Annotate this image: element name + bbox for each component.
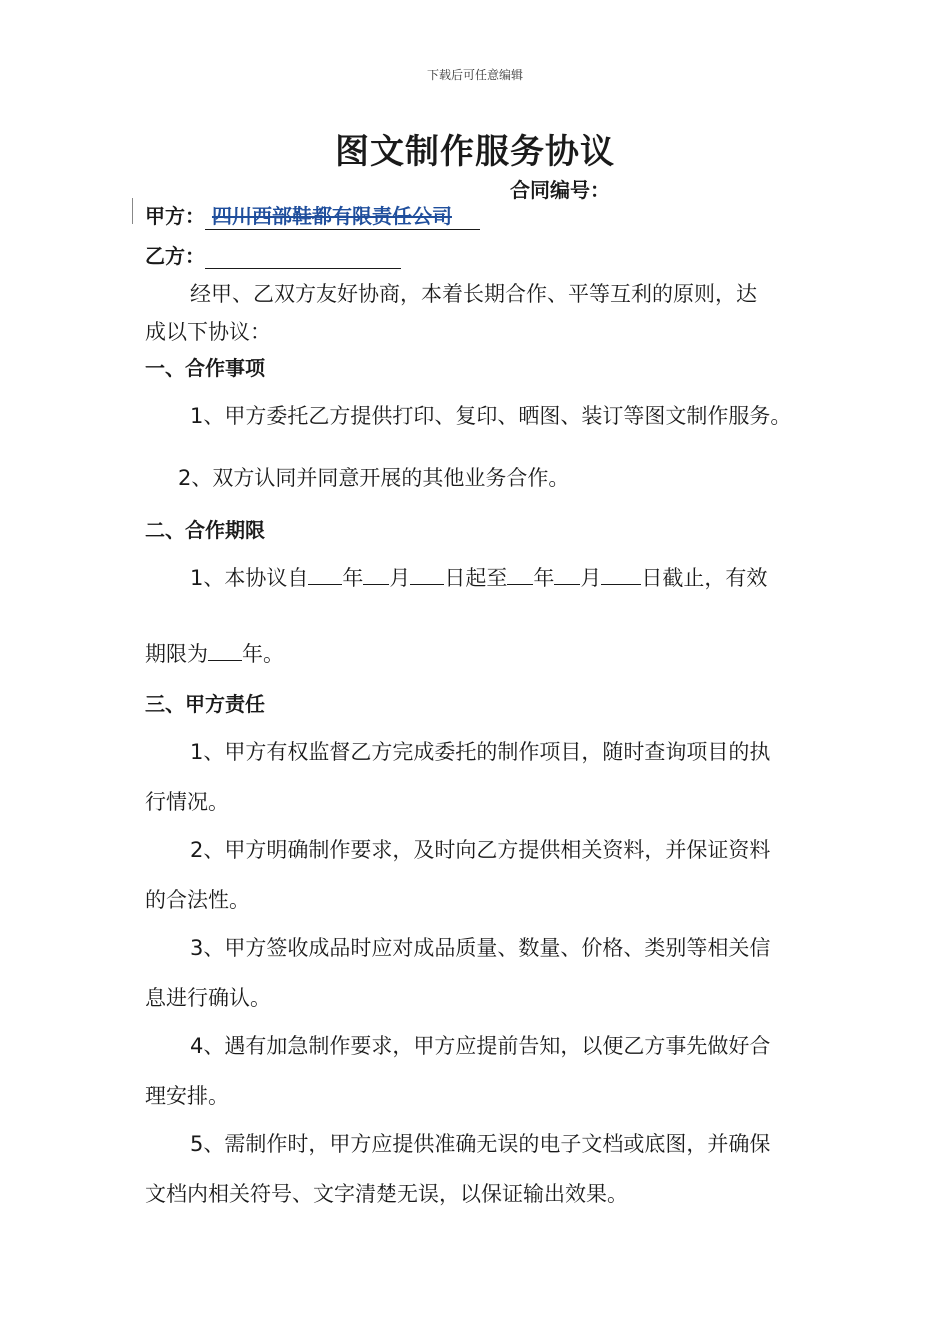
term-prefix: 1、本协议自: [190, 566, 309, 590]
revision-bar: [132, 198, 133, 224]
contract-number-label: 合同编号：: [510, 178, 610, 202]
term-year1: 年: [342, 566, 364, 590]
document-title: 图文制作服务协议: [335, 132, 615, 172]
party-b-blank[interactable]: [205, 246, 401, 269]
party-a-line: [145, 200, 480, 230]
start-day-blank[interactable]: [410, 564, 444, 585]
term-year2: 年: [533, 566, 555, 590]
section3-item1-line2: 行情况。: [145, 790, 229, 814]
section2-item1-line2: [145, 638, 284, 668]
section3-item4-line1: 4、遇有加急制作要求，甲方应提前告知，以便乙方事先做好合: [190, 1034, 771, 1058]
section3-item4-line2: 理安排。: [145, 1084, 229, 1108]
intro-line2: 成以下协议：: [145, 320, 271, 344]
party-a-field[interactable]: [205, 200, 480, 230]
end-month-blank[interactable]: [554, 564, 580, 585]
start-year-blank[interactable]: [308, 564, 342, 585]
section2-heading: 二、合作期限: [145, 518, 265, 542]
term-day1: 日起至: [444, 566, 508, 590]
term-month2: 月: [580, 566, 602, 590]
section3-item2-line1: 2、甲方明确制作要求，及时向乙方提供相关资料，并保证资料: [190, 838, 771, 862]
section3-item1-line1: 1、甲方有权监督乙方完成委托的制作项目，随时查询项目的执: [190, 740, 771, 764]
section3-item2-line2: 的合法性。: [145, 888, 250, 912]
party-b-label: 乙方：: [145, 244, 205, 268]
section1-heading: 一、合作事项: [145, 356, 265, 380]
section1-item1: 1、甲方委托乙方提供打印、复印、晒图、装订等图文制作服务。: [190, 404, 792, 428]
section3-item3-line2: 息进行确认。: [145, 986, 271, 1010]
term-period-prefix: 期限为: [145, 642, 208, 666]
section3-item3-line1: 3、甲方签收成品时应对成品质量、数量、价格、类别等相关信: [190, 936, 771, 960]
intro-line1: 经甲、乙双方友好协商，本着长期合作、平等互利的原则，达: [190, 282, 757, 306]
section3-heading: 三、甲方责任: [145, 692, 265, 716]
header-note: 下载后可任意编辑: [426, 68, 523, 82]
end-year-blank[interactable]: [507, 564, 533, 585]
end-day-blank[interactable]: [601, 564, 641, 585]
party-b-line: [145, 240, 401, 269]
section3-item5-line2: 文档内相关符号、文字清楚无误，以保证输出效果。: [145, 1182, 628, 1206]
party-a-company: 四川西部鞋都有限责任公司: [211, 204, 452, 228]
section1-item2: 2、双方认同并同意开展的其他业务合作。: [178, 466, 570, 490]
term-years-blank[interactable]: [208, 640, 242, 661]
start-month-blank[interactable]: [363, 564, 389, 585]
section3-item5-line1: 5、需制作时，甲方应提供准确无误的电子文档或底图，并确保: [190, 1132, 771, 1156]
section2-item1-line1: [190, 562, 767, 592]
term-period-suffix: 年。: [242, 642, 284, 666]
term-month1: 月: [389, 566, 411, 590]
term-day2: 日截止，有效: [641, 566, 768, 590]
party-a-label: 甲方：: [145, 204, 205, 228]
